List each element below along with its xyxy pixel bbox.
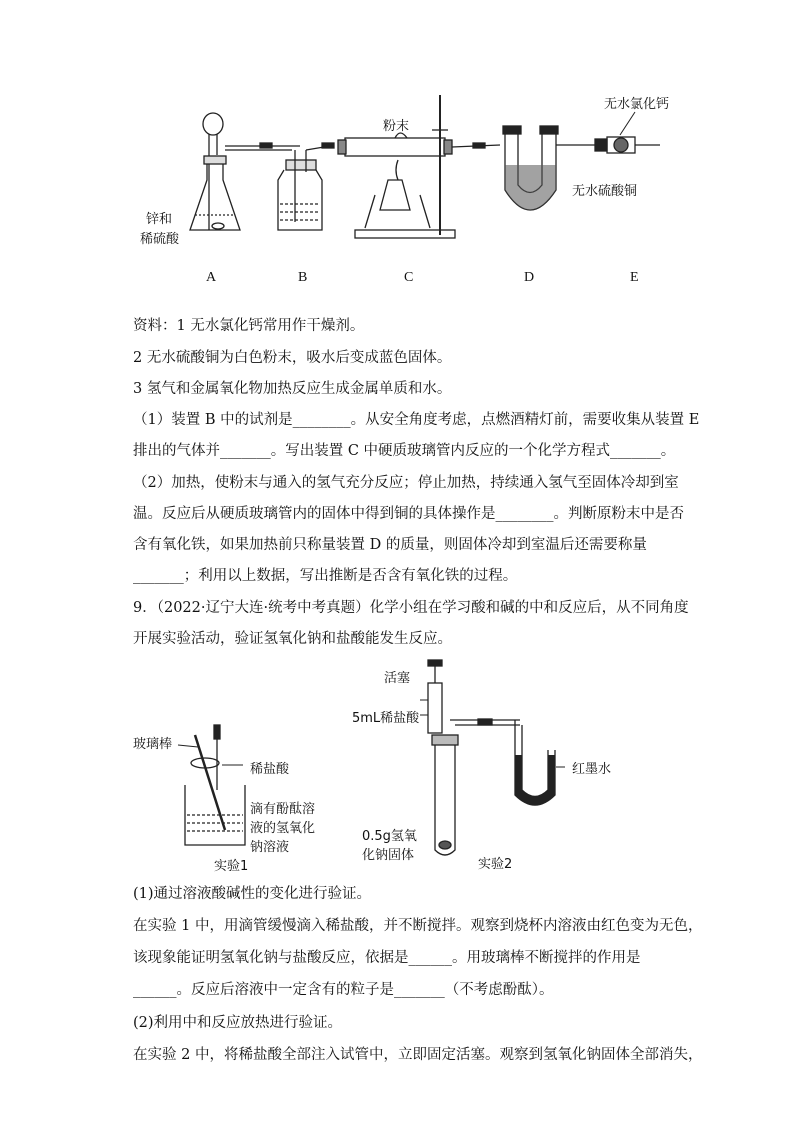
apparatus-diagram bbox=[0, 0, 794, 300]
text-line: （1）装置 B 中的试剂是________。从安全角度考虑，点燃酒精灯前，需要收集从装置 E bbox=[133, 412, 700, 428]
apparatus-letter-b: B bbox=[298, 270, 308, 285]
apparatus-letter-a: A bbox=[206, 270, 217, 285]
text-line: （2）加热，使粉末与通入的氢气充分反应；停止加热，持续通入氢气至固体冷却到室 bbox=[133, 475, 679, 491]
apparatus-letter-e: E bbox=[630, 270, 639, 285]
label-glass-rod: 玻璃棒 bbox=[133, 737, 173, 752]
text-line: 开展实验活动，验证氢氧化钠和盐酸能发生反应。 bbox=[133, 631, 452, 647]
text-line: ______。反应后溶液中一定含有的粒子是_______（不考虑酚酞）。 bbox=[133, 982, 554, 998]
label-anhydrous-cuso4: 无水硫酸铜 bbox=[572, 184, 638, 199]
label-hcl-5ml: 5mL稀盐酸 bbox=[352, 711, 420, 726]
text-line: 9．（2022·辽宁大连·统考中考真题）化学小组在学习酸和碱的中和反应后，从不同角度 bbox=[133, 600, 689, 616]
apparatus-b bbox=[260, 143, 334, 230]
text-line: _______；利用以上数据，写出推断是否含有氧化铁的过程。 bbox=[133, 568, 518, 584]
text-line: 该现象能证明氢氧化钠与盐酸反应，依据是______。用玻璃棒不断搅拌的作用是 bbox=[133, 950, 641, 966]
label-dilute-hcl: 稀盐酸 bbox=[250, 762, 290, 777]
label-powder: 粉末 bbox=[383, 119, 410, 134]
text-line: 在实验 2 中，将稀盐酸全部注入试管中，立即固定活塞。观察到氢氧化钠固体全部消失， bbox=[133, 1047, 703, 1063]
figure-hydrogen-reduction-apparatus bbox=[0, 0, 794, 300]
text-line: 含有氧化铁，如果加热前只称量装置 D 的质量，则固体冷却到室温后还需要称量 bbox=[133, 537, 647, 553]
label-phenol-line1: 滴有酚酞溶 bbox=[250, 802, 316, 817]
text-line: 资料：1 无水氯化钙常用作干燥剂。 bbox=[133, 318, 365, 334]
label-dilute-h2so4: 稀硫酸 bbox=[140, 232, 180, 247]
experiment-2-syringe-tube bbox=[420, 660, 565, 855]
label-piston: 活塞 bbox=[384, 671, 411, 686]
label-red-ink: 红墨水 bbox=[572, 762, 612, 777]
apparatus-c bbox=[338, 95, 500, 238]
label-phenol-line2: 液的氢氧化 bbox=[250, 821, 316, 836]
apparatus-letter-d: D bbox=[524, 270, 535, 285]
figure-neutralization-experiments bbox=[0, 655, 794, 875]
label-zinc-and: 锌和 bbox=[146, 212, 173, 227]
label-anhydrous-cacl2: 无水氯化钙 bbox=[604, 97, 670, 112]
text-line: 排出的气体并_______。写出装置 C 中硬质玻璃管内反应的一个化学方程式_______。 bbox=[133, 443, 676, 459]
label-exp1: 实验1 bbox=[214, 859, 249, 874]
experiment-1-beaker bbox=[178, 725, 245, 845]
label-exp2: 实验2 bbox=[478, 857, 513, 872]
text-line: (1)通过溶液酸碱性的变化进行验证。 bbox=[133, 886, 372, 902]
label-naoh-line2: 化钠固体 bbox=[362, 848, 415, 863]
text-line: 3 氢气和金属氧化物加热反应生成金属单质和水。 bbox=[133, 381, 452, 397]
apparatus-letter-c: C bbox=[404, 270, 414, 285]
label-naoh-line1: 0.5g氢氧 bbox=[362, 829, 417, 844]
label-phenol-line3: 钠溶液 bbox=[250, 840, 290, 855]
text-line: 温。反应后从硬质玻璃管内的固体中得到铜的具体操作是________。判断原粉末中是否 bbox=[133, 506, 684, 522]
apparatus-e bbox=[595, 112, 660, 153]
text-line: (2)利用中和反应放热进行验证。 bbox=[133, 1015, 343, 1031]
text-line: 在实验 1 中，用滴管缓慢滴入稀盐酸，并不断搅拌。观察到烧杯内溶液由红色变为无色， bbox=[133, 918, 703, 934]
text-line: 2 无水硫酸铜为白色粉末，吸水后变成蓝色固体。 bbox=[133, 350, 452, 366]
